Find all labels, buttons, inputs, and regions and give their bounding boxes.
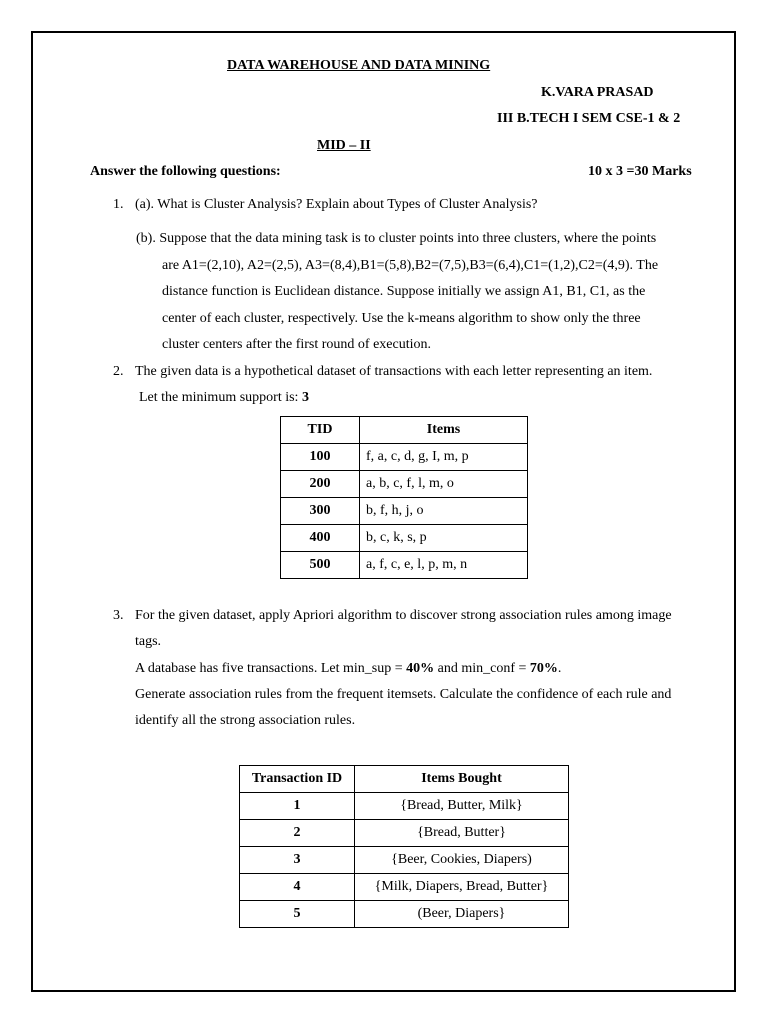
q2-support-label: Let the minimum support is: — [139, 390, 302, 405]
table-cell-items: a, b, c, f, l, m, o — [360, 471, 528, 498]
table-row — [240, 793, 569, 820]
table-cell-items: {Beer, Cookies, Diapers) — [355, 847, 569, 874]
q3-number: 3. — [113, 608, 124, 623]
q1-number: 1. — [113, 197, 124, 212]
exam-name: MID – II — [317, 138, 371, 153]
q2-support-value: 3 — [301, 390, 309, 405]
table-cell-tid: 200 — [281, 471, 360, 498]
paper-title: DATA WAREHOUSE AND DATA MINING — [227, 58, 491, 73]
table-cell-id: 1 — [240, 793, 355, 820]
table-cell-id: 2 — [240, 820, 355, 847]
q3-min-conf: 70% — [529, 661, 558, 676]
table-row — [240, 874, 569, 901]
table-cell-items: (Beer, Diapers} — [355, 901, 569, 928]
table-row — [240, 847, 569, 874]
table-row — [281, 444, 528, 471]
q1-part-b-line: (b). Suppose that the data mining task is to cluster points into three clusters, where the points — [136, 231, 657, 246]
q1-part-b-line: distance function is Euclidean distance. Suppose initially we assign A1, B1, C1, as the — [162, 284, 646, 299]
class-info: III B.TECH I SEM CSE-1 & 2 — [497, 111, 681, 126]
q2-table-header: Items — [360, 417, 528, 444]
table-cell-items: a, f, c, e, l, p, m, n — [360, 552, 528, 579]
q2-table-header: TID — [281, 417, 360, 444]
table-cell-id: 5 — [240, 901, 355, 928]
q3-line5: identify all the strong association rules. — [135, 713, 356, 728]
table-cell-items: {Milk, Diapers, Bread, Butter} — [355, 874, 569, 901]
table-cell-items: {Bread, Butter} — [355, 820, 569, 847]
total-marks: 10 x 3 =30 Marks — [588, 164, 692, 179]
table-row — [281, 525, 528, 552]
table-cell-id: 3 — [240, 847, 355, 874]
q3-line3-prefix: A database has five transactions. Let min_sup = — [135, 661, 407, 676]
q3-table — [239, 765, 569, 928]
q1-part-b-line: cluster centers after the first round of execution. — [162, 337, 432, 352]
q2-table — [280, 416, 528, 579]
table-cell-items: f, a, c, d, g, I, m, p — [360, 444, 528, 471]
table-row — [281, 552, 528, 579]
q3-line4: Generate association rules from the frequent itemsets. Calculate the confidence of each rule and — [135, 687, 672, 702]
table-cell-items: {Bread, Butter, Milk} — [355, 793, 569, 820]
q1-part-a: (a). What is Cluster Analysis? Explain about Types of Cluster Analysis? — [135, 197, 538, 212]
q3-line3-mid: and min_conf = — [434, 661, 530, 676]
q2-line2 — [139, 390, 309, 406]
table-cell-items: b, c, k, s, p — [360, 525, 528, 552]
author-name: K.VARA PRASAD — [541, 85, 654, 100]
table-row — [240, 901, 569, 928]
q3-line1: For the given dataset, apply Apriori algorithm to discover strong association rules among image — [135, 608, 672, 623]
q3-table-header: Transaction ID — [240, 766, 355, 793]
table-row — [281, 471, 528, 498]
q3-table-header: Items Bought — [355, 766, 569, 793]
q1-part-b-line: center of each cluster, respectively. Use the k-means algorithm to show only the three — [162, 311, 641, 326]
table-cell-id: 4 — [240, 874, 355, 901]
table-row — [240, 820, 569, 847]
table-cell-tid: 500 — [281, 552, 360, 579]
q1-part-b-line: are A1=(2,10), A2=(2,5), A3=(8,4),B1=(5,8),B2=(7,5),B3=(6,4),C1=(1,2),C2=(4,9). The — [162, 258, 659, 273]
table-cell-tid: 100 — [281, 444, 360, 471]
q3-min-sup: 40% — [406, 661, 435, 676]
table-cell-tid: 400 — [281, 525, 360, 552]
instruction: Answer the following questions: — [90, 164, 281, 179]
q3-line2: tags. — [135, 634, 162, 649]
q3-line3 — [135, 661, 561, 677]
table-row — [281, 498, 528, 525]
table-cell-items: b, f, h, j, o — [360, 498, 528, 525]
q2-line1: The given data is a hypothetical dataset of transactions with each letter representing an item. — [135, 364, 653, 379]
q3-line3-suffix: . — [557, 661, 562, 676]
q2-number: 2. — [113, 364, 124, 379]
table-cell-tid: 300 — [281, 498, 360, 525]
